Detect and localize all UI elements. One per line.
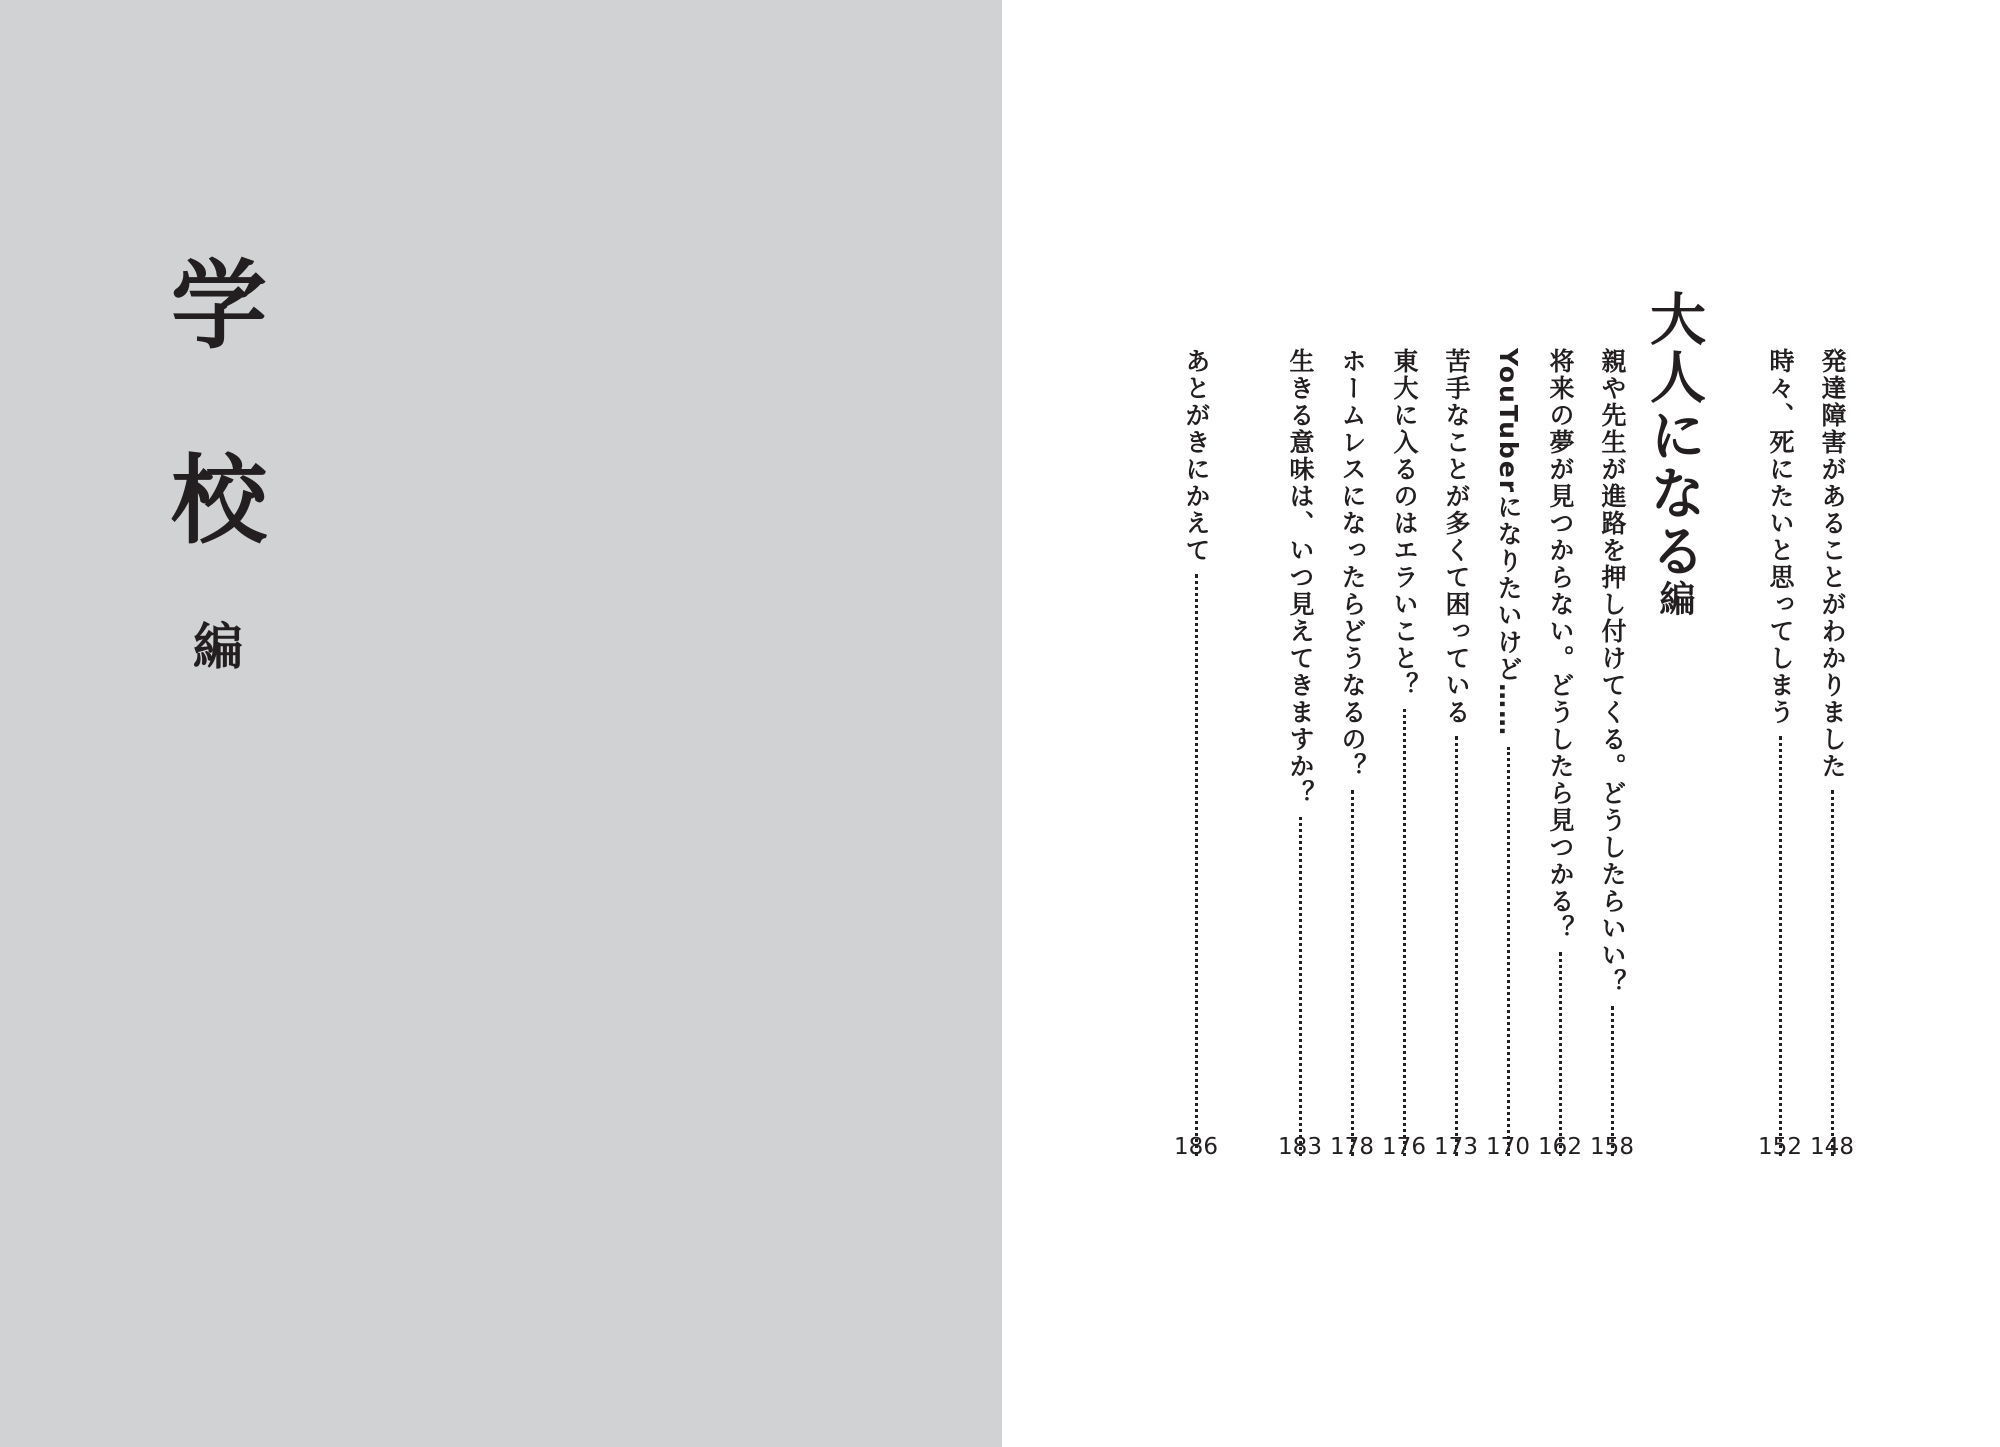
toc-page-number: 176 bbox=[1382, 1134, 1426, 1160]
toc-entry-title: 生きる意味は、いつ見えてきますか？ bbox=[1286, 348, 1315, 807]
dot-leader bbox=[1299, 817, 1302, 1156]
toc-entry-title: 時々、死にたいと思ってしまう bbox=[1766, 348, 1795, 726]
toc-entry-title: 将来の夢が見つからない。どうしたら見つかる？ bbox=[1546, 348, 1575, 942]
toc-page-number: 148 bbox=[1810, 1134, 1854, 1160]
toc-entry[interactable] bbox=[1590, 348, 1634, 1162]
dot-leader bbox=[1779, 736, 1782, 1156]
toc-entry-title: 東大に入るのはエラいこと？ bbox=[1390, 348, 1419, 699]
toc-entry[interactable] bbox=[1758, 348, 1802, 1162]
toc-entry-title: あとがきにかえて bbox=[1182, 348, 1211, 564]
dot-leader bbox=[1351, 790, 1354, 1156]
toc-entry[interactable] bbox=[1434, 348, 1478, 1162]
toc-entry-title: ホームレスになったらどうなるの？ bbox=[1338, 348, 1367, 780]
toc-entry[interactable] bbox=[1382, 348, 1426, 1162]
toc-page-number: 183 bbox=[1278, 1134, 1322, 1160]
dot-leader bbox=[1403, 709, 1406, 1156]
section-title-char-1: 学 bbox=[171, 250, 267, 362]
toc-entry-title: 苦手なことが多くて困っている bbox=[1442, 348, 1471, 726]
toc-entry[interactable] bbox=[1810, 348, 1854, 1162]
toc-entry[interactable] bbox=[1538, 348, 1582, 1162]
toc-entry[interactable] bbox=[1330, 348, 1374, 1162]
toc-entry-title: 親や先生が進路を押し付けてくる。どうしたらいい？ bbox=[1598, 348, 1627, 996]
section-heading-adult: 大人になる bbox=[1641, 290, 1706, 580]
dot-leader bbox=[1559, 952, 1562, 1156]
section-suffix: 編 bbox=[193, 618, 243, 676]
toc-entry-title: 発達障害があることがわかりました bbox=[1818, 348, 1847, 780]
toc-page-number: 178 bbox=[1330, 1134, 1374, 1160]
toc-entry[interactable] bbox=[1278, 348, 1322, 1162]
toc-page-number: 186 bbox=[1174, 1134, 1218, 1160]
section-title-char-2: 校 bbox=[171, 445, 267, 557]
toc-page-number: 152 bbox=[1758, 1134, 1802, 1160]
dot-leader bbox=[1507, 747, 1510, 1156]
toc-page-number: 158 bbox=[1590, 1134, 1634, 1160]
toc-entry-title: YouTuberになりたいけど…… bbox=[1494, 348, 1523, 738]
toc-entry[interactable] bbox=[1174, 348, 1218, 1162]
dot-leader bbox=[1195, 574, 1198, 1156]
toc-entry[interactable] bbox=[1486, 348, 1530, 1162]
toc-page-number: 170 bbox=[1486, 1134, 1530, 1160]
toc-page-number: 162 bbox=[1538, 1134, 1582, 1160]
dot-leader bbox=[1831, 790, 1834, 1156]
dot-leader bbox=[1455, 736, 1458, 1156]
toc-page-number: 173 bbox=[1434, 1134, 1478, 1160]
section-suffix-adult: 編 bbox=[1654, 580, 1695, 616]
